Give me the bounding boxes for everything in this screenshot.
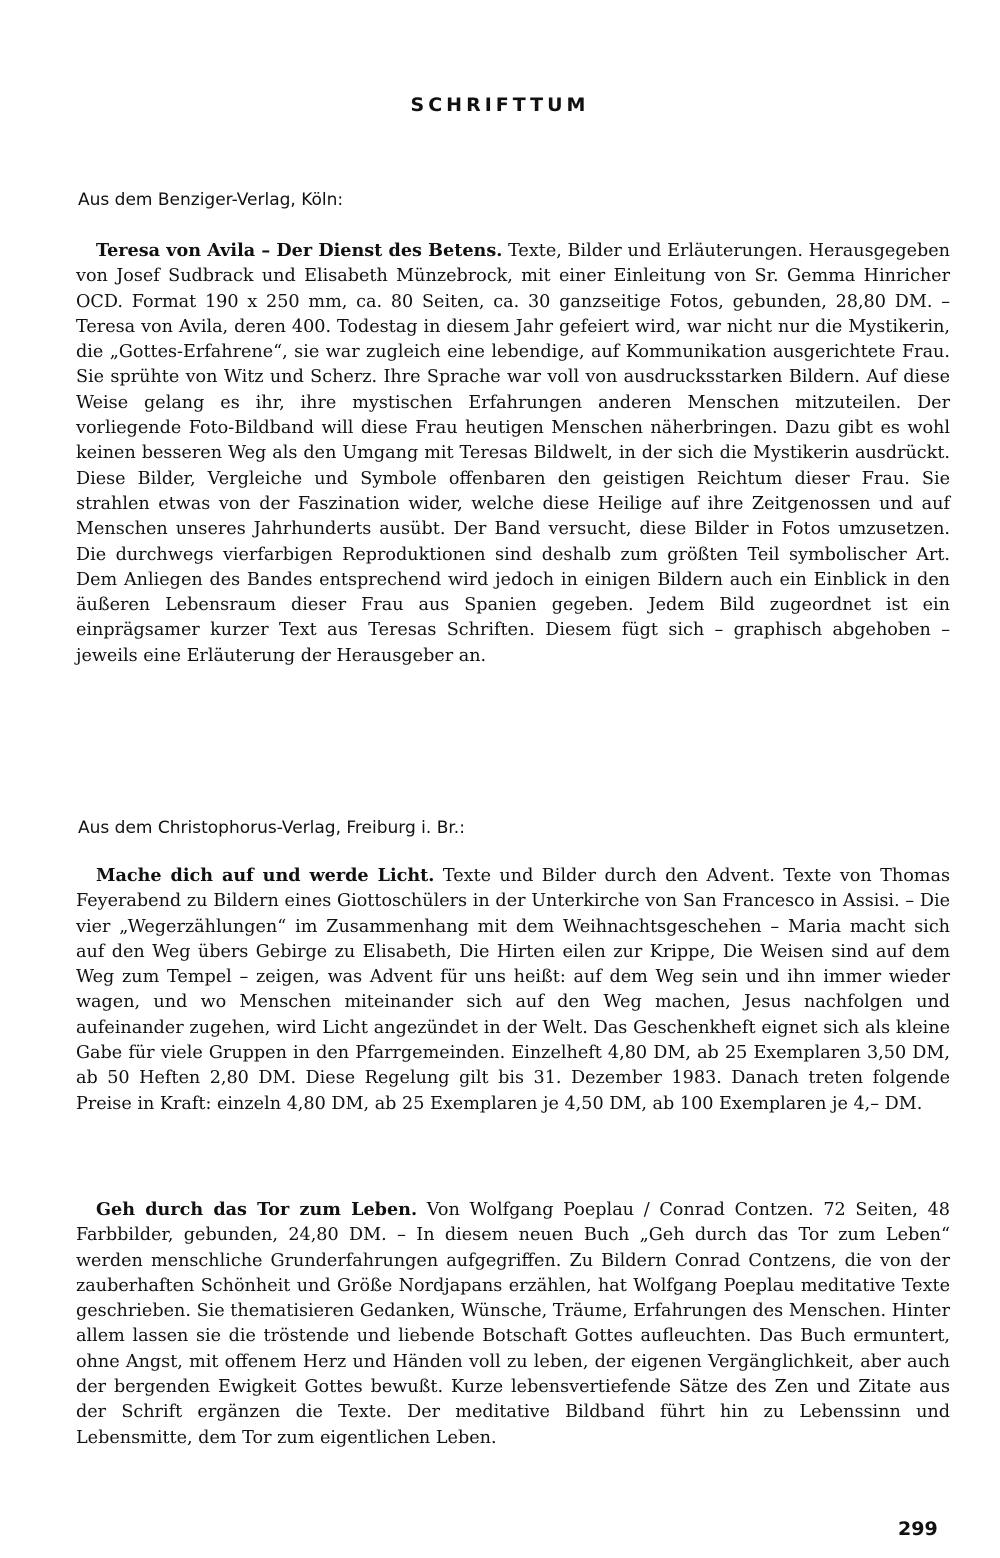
entry-title: Mache dich auf und werde Licht.: [96, 865, 435, 886]
entry-title: Teresa von Avila – Der Dienst des Betens.: [96, 240, 503, 261]
page-number: 299: [898, 1518, 938, 1540]
page-heading: SCHRIFTTUM: [410, 94, 590, 116]
review-entry-licht: [76, 863, 950, 1117]
review-entry-tor: [76, 1197, 950, 1451]
publisher-benziger: Aus dem Benziger-Verlag, Köln:: [78, 190, 344, 210]
entry-title: Geh durch das Tor zum Leben.: [96, 1199, 418, 1220]
entry-text: Texte und Bilder durch den Advent. Texte von Thomas Feyerabend zu Bildern eines Giottoschülers in der Unterkirche von San Francesco in Assisi. – Die vier „Wegerzählungen“ im Zusammenhang mit dem Weihnachtsgeschehen – Maria macht sich auf den Weg übers Gebirge zu Elisabeth, Die Hirten eilen zur Krippe, Die Weisen sind auf dem Weg zum Tempel – zeigen, was Advent für uns heißt: auf dem Weg sein und ihn immer wieder wagen, und wo Menschen miteinander sich auf den Weg machen, Jesus nachfolgen und aufeinander zugehen, wird Licht angezündet in der Welt. Das Geschenkheft eignet sich als kleine Gabe für viele Gruppen in den Pfarrgemeinden. Einzelheft 4,80 DM, ab 25 Exemplaren 3,50 DM, ab 50 Heften 2,80 DM. Diese Regelung gilt bis 31. Dezember 1983. Danach treten folgende Preise in Kraft: einzeln 4,80 DM, ab 25 Exemplaren je 4,50 DM, ab 100 Exemplaren je 4,– DM.: [76, 866, 950, 1114]
review-entry-teresa: [76, 238, 950, 669]
publisher-christophorus: Aus dem Christophorus-Verlag, Freiburg i. Br.:: [78, 818, 465, 838]
entry-text: Texte, Bilder und Erläuterungen. Herausgegeben von Josef Sudbrack und Elisabeth Münzebrock, mit einer Einleitung von Sr. Gemma Hinricher OCD. Format 190 x 250 mm, ca. 80 Seiten, ca. 30 ganzseitige Fotos, gebunden, 28,80 DM. – Teresa von Avila, deren 400. Todestag in diesem Jahr gefeiert wird, war nicht nur die Mystikerin, die „Gottes-Erfahrene“, sie war zugleich eine lebendige, auf Kommunikation ausgerichtete Frau. Sie sprühte von Witz und Scherz. Ihre Sprache war voll von ausdrucksstarken Bildern. Auf diese Weise gelang es ihr, ihre mystischen Erfahrungen anderen Menschen mitzuteilen. Der vorliegende Foto-Bildband will diese Frau heutigen Menschen näherbringen. Dazu gibt es wohl keinen besseren Weg als den Umgang mit Teresas Bildwelt, in der sich die Mystikerin ausdrückt. Diese Bilder, Vergleiche und Symbole offenbaren den geistigen Reichtum dieser Frau. Sie strahlen etwas von der Faszination wider, welche diese Heilige auf ihre Zeitgenossen und auf Menschen unseres Jahrhunderts ausübt. Der Band versucht, diese Bilder in Fotos umzusetzen. Die durchwegs vierfarbigen Reproduktionen sind deshalb zum größten Teil symbolischer Art. Dem Anliegen des Bandes entsprechend wird jedoch in einigen Bildern auch ein Einblick in den äußeren Lebensraum dieser Frau aus Spanien gegeben. Jedem Bild zugeordnet ist ein einprägsamer kurzer Text aus Teresas Schriften. Diesem fügt sich – graphisch abgehoben – jeweils eine Erläuterung der Herausgeber an.: [76, 241, 951, 666]
entry-text: Von Wolfgang Poeplau / Conrad Contzen. 72 Seiten, 48 Farbbilder, gebunden, 24,80 DM. – In diesem neuen Buch „Geh durch das Tor zum Leben“ werden menschliche Grunderfahrungen aufgegriffen. Zu Bildern Conrad Contzens, die von der zauberhaften Schönheit und Größe Nordjapans erzählen, hat Wolfgang Poeplau meditative Texte geschrieben. Sie thematisieren Gedanken, Wünsche, Träume, Erfahrungen des Menschen. Hinter allem lassen sie die tröstende und liebende Botschaft Gottes aufleuchten. Das Buch ermuntert, ohne Angst, mit offenem Herz und Händen voll zu leben, der eigenen Vergänglichkeit, aber auch der bergenden Ewigkeit Gottes bewußt. Kurze lebensvertiefende Sätze des Zen und Zitate aus der Schrift ergänzen die Texte. Der meditative Bildband führt hin zu Lebenssinn und Lebensmitte, dem Tor zum eigentlichen Leben.: [76, 1200, 951, 1448]
